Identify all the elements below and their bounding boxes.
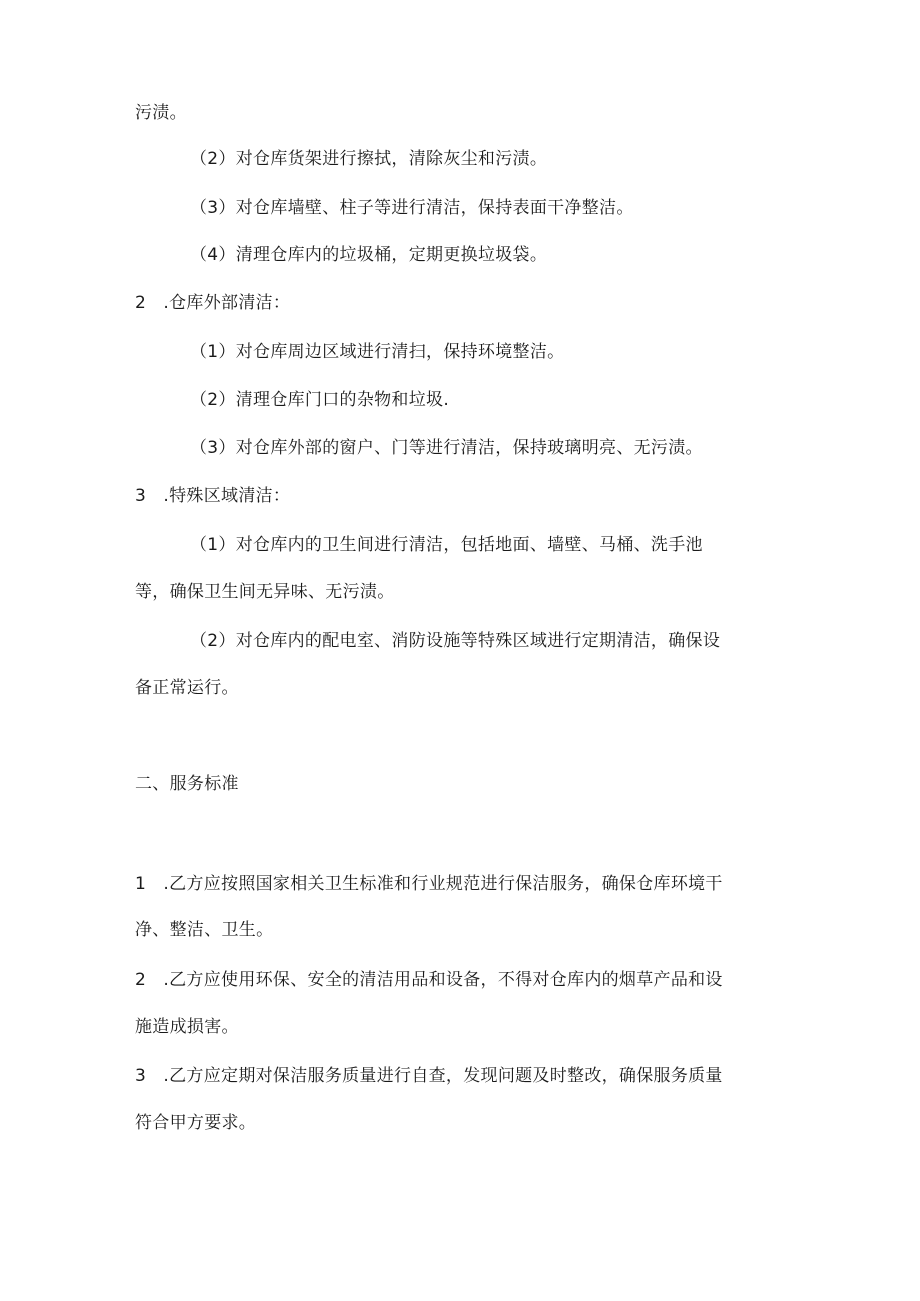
text-line: （1）对仓库内的卫生间进行清洁，包括地面、墙壁、马桶、洗手池 bbox=[190, 535, 703, 555]
text-line: 等，确保卫生间无异味、无污渍。 bbox=[135, 582, 395, 602]
text-line: （2）清理仓库门口的杂物和垃圾. bbox=[190, 390, 450, 410]
text-line: （3）对仓库外部的窗户、门等进行清洁，保持玻璃明亮、无污渍。 bbox=[190, 438, 703, 458]
text-line: 施造成损害。 bbox=[135, 1017, 239, 1037]
text-line: 2 .乙方应使用环保、安全的清洁用品和设备，不得对仓库内的烟草产品和设 bbox=[135, 970, 723, 990]
chapter-heading: 二、服务标准 bbox=[135, 774, 239, 794]
text-line: （1）对仓库周边区域进行清扫，保持环境整洁。 bbox=[190, 342, 565, 362]
text-line: 3 .乙方应定期对保洁服务质量进行自查，发现问题及时整改，确保服务质量 bbox=[135, 1066, 723, 1086]
text-line: 污渍。 bbox=[135, 103, 187, 123]
text-line: （3）对仓库墙壁、柱子等进行清洁，保持表面干净整洁。 bbox=[190, 198, 634, 218]
section-heading: 3 .特殊区域清洁： bbox=[135, 486, 291, 506]
text-line: （2）对仓库货架进行擦拭，清除灰尘和污渍。 bbox=[190, 149, 548, 169]
text-line: 净、整洁、卫生。 bbox=[135, 920, 274, 940]
text-line: （4）清理仓库内的垃圾桶，定期更换垃圾袋。 bbox=[190, 245, 548, 265]
text-line: 1 .乙方应按照国家相关卫生标准和行业规范进行保洁服务，确保仓库环境干 bbox=[135, 874, 723, 894]
text-line: 符合甲方要求。 bbox=[135, 1113, 257, 1133]
text-line: （2）对仓库内的配电室、消防设施等特殊区域进行定期清洁，确保设 bbox=[190, 631, 721, 651]
section-heading: 2 .仓库外部清洁： bbox=[135, 293, 291, 313]
text-line: 备正常运行。 bbox=[135, 678, 239, 698]
